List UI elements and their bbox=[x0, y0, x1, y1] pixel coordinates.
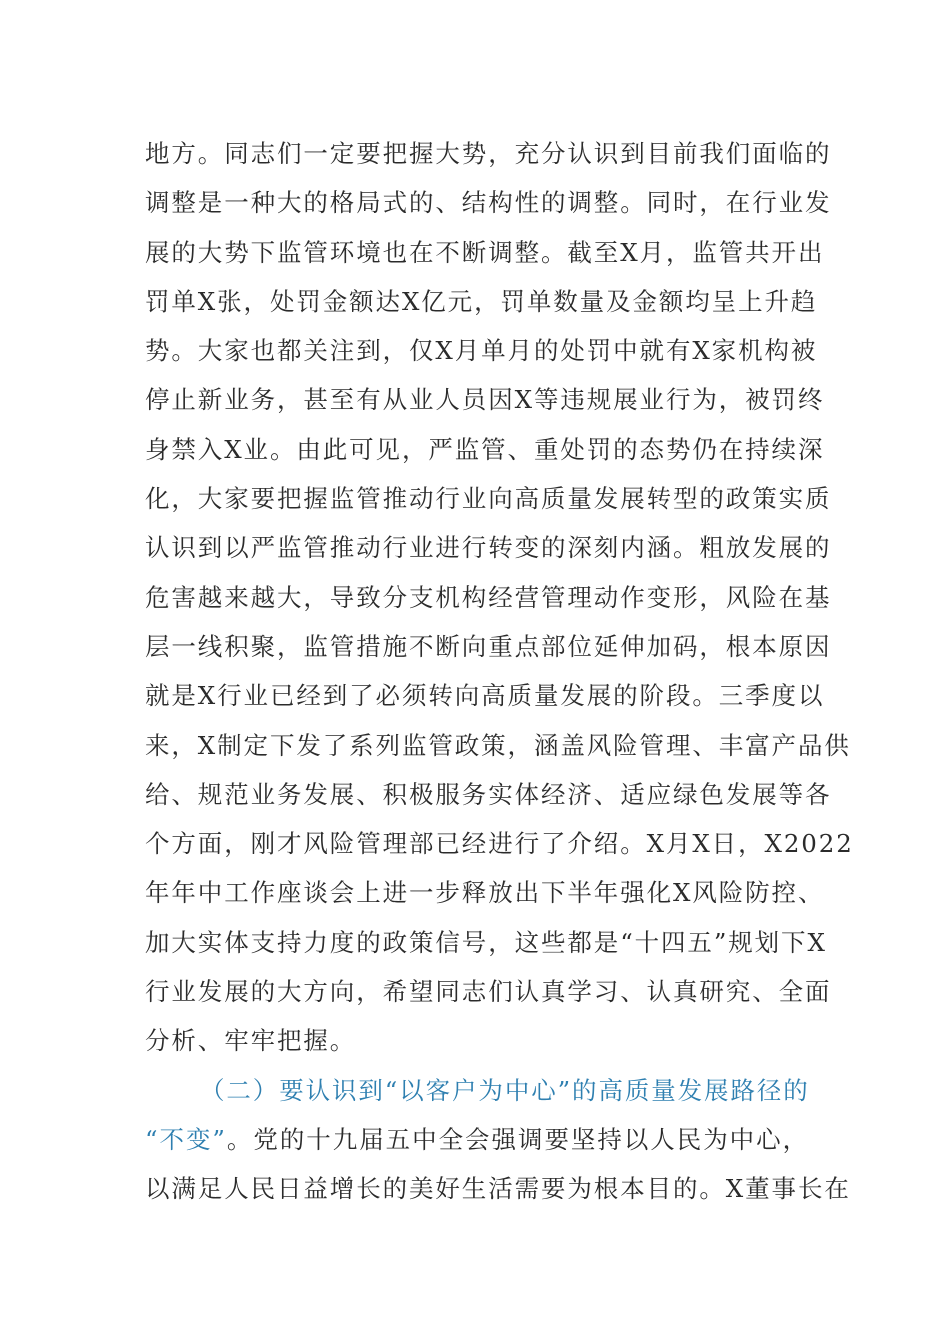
text-line: 就是X行业已经到了必须转向高质量发展的阶段。三季度以 bbox=[145, 681, 825, 711]
text-line: 年年中工作座谈会上进一步释放出下半年强化X风险防控、 bbox=[145, 878, 825, 908]
text-line: 罚单X张，处罚金额达X亿元，罚单数量及金额均呈上升趋 bbox=[145, 286, 818, 316]
text-line: 分析、牢牢把握。 bbox=[145, 1026, 357, 1056]
text-line: 化，大家要把握监管推动行业向高质量发展转型的政策实质 bbox=[145, 484, 832, 514]
text-line: 层一线积聚，监管措施不断向重点部位延伸加码，根本原因 bbox=[145, 631, 832, 661]
text-line: 认识到以严监管推动行业进行转变的深刻内涵。粗放发展的 bbox=[145, 533, 832, 563]
section-heading: （二）要认识到“以客户为中心”的高质量发展路径的 bbox=[200, 1075, 810, 1105]
text-line: 危害越来越大，导致分支机构经营管理动作变形，风险在基 bbox=[145, 582, 832, 612]
text-line: 加大实体支持力度的政策信号，这些都是“十四五”规划下X bbox=[145, 927, 827, 957]
text-line: 势。大家也都关注到，仅X月单月的处罚中就有X家机构被 bbox=[145, 336, 818, 366]
section-heading-tail: “不变” bbox=[145, 1124, 227, 1154]
text-line: 个方面，刚才风险管理部已经进行了介绍。X月X日，X2022 bbox=[145, 829, 854, 859]
document-body bbox=[145, 129, 854, 1214]
text-line: 行业发展的大方向，希望同志们认真学习、认真研究、全面 bbox=[145, 977, 832, 1007]
text-line bbox=[145, 1115, 809, 1164]
text-span: 。党的十九届五中全会强调要坚持以人民为中心， bbox=[226, 1124, 809, 1154]
text-line: 来，X制定下发了系列监管政策，涵盖风险管理、丰富产品供 bbox=[145, 730, 851, 760]
paragraph-2 bbox=[145, 1066, 851, 1214]
text-line: 地方。同志们一定要把握大势，充分认识到目前我们面临的 bbox=[145, 139, 832, 168]
text-line: 给、规范业务发展、积极服务实体经济、适应绿色发展等各 bbox=[145, 779, 832, 809]
text-line: 停止新业务，甚至有从业人员因X等违规展业行为，被罚终 bbox=[145, 385, 825, 415]
paragraph-1 bbox=[145, 129, 854, 1066]
text-line: 展的大势下监管环境也在不断调整。截至X月，监管共开出 bbox=[145, 237, 825, 267]
text-line: 调整是一种大的格局式的、结构性的调整。同时，在行业发 bbox=[145, 188, 832, 218]
text-line: 以满足人民日益增长的美好生活需要为根本目的。X董事长在 bbox=[145, 1174, 851, 1204]
text-line: 身禁入X业。由此可见，严监管、重处罚的态势仍在持续深 bbox=[145, 434, 825, 464]
